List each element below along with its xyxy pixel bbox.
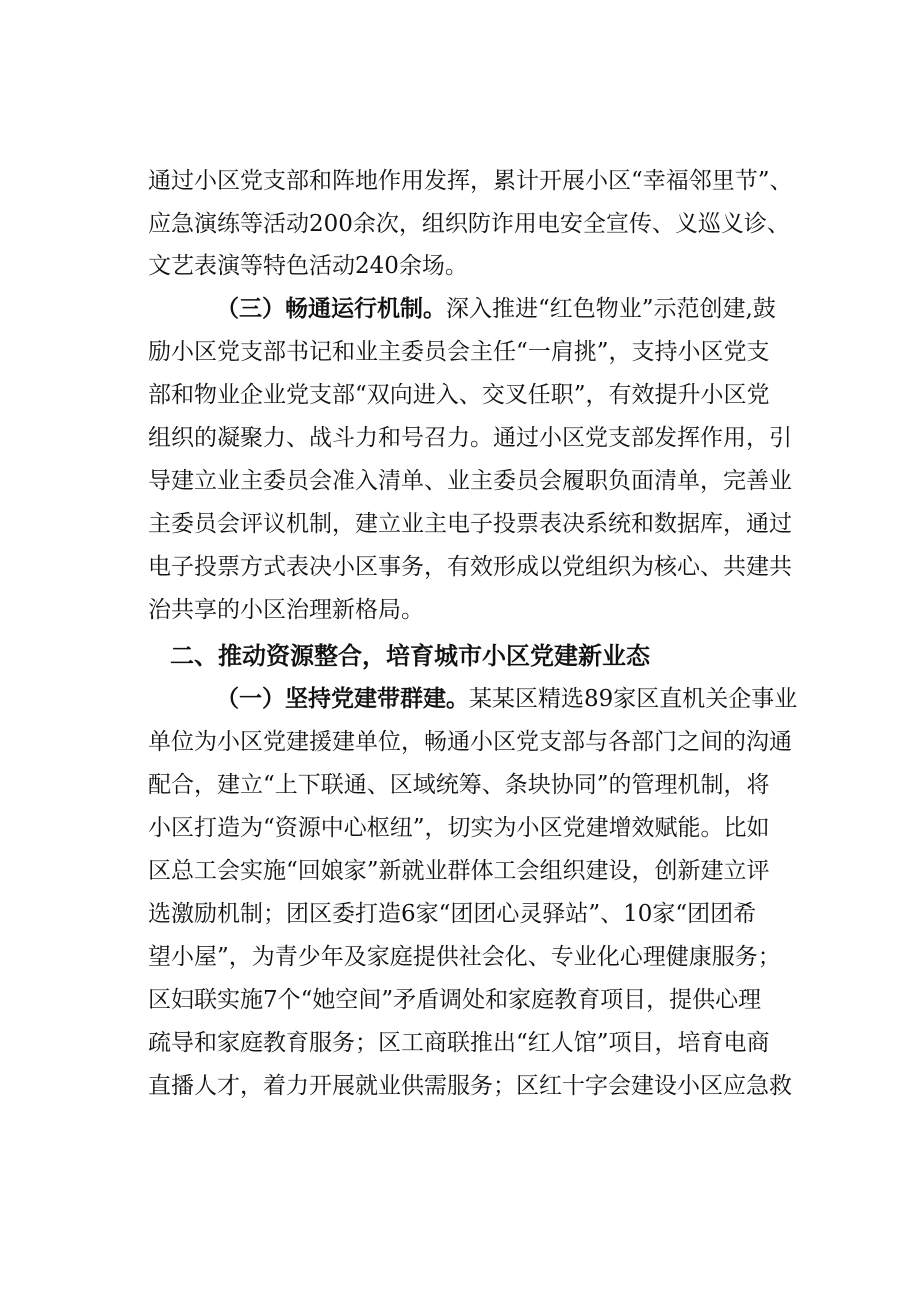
paragraph-line: 部和物业企业党支部“双向进入、交叉任职”，有效提升小区党 xyxy=(148,382,770,408)
section-1-text: 某某区精选89家区直机关企事业 xyxy=(469,686,798,712)
paragraph-line: 望小屋”，为青少年及家庭提供社会化、专业化心理健康服务； xyxy=(148,944,781,970)
paragraph-line: 励小区党支部书记和业主委员会主任“一肩挑”，支持小区党支 xyxy=(148,339,770,365)
paragraph-line: 导建立业主委员会准入清单、业主委员会履职负面清单，完善业 xyxy=(148,468,792,494)
paragraph-line: 治共享的小区治理新格局。 xyxy=(148,597,424,623)
paragraph-line: 疏导和家庭教育服务；区工商联推出“红人馆”项目，培育电商 xyxy=(148,1030,770,1056)
paragraph-line: 区总工会实施“回娘家”新就业群体工会组织建设，创新建立评 xyxy=(148,858,770,884)
section-heading: 二、推动资源整合，培育城市小区党建新业态 xyxy=(170,642,650,670)
paragraph-line: 配合，建立“上下联通、区域统筹、条块协同”的管理机制，将 xyxy=(148,772,770,798)
paragraph-line: 组织的凝聚力、战斗力和号召力。通过小区党支部发挥作用，引 xyxy=(148,425,792,451)
section-3-title: （三）畅通运行机制。 xyxy=(216,295,446,322)
section-1-title: （一）坚持党建带群建。 xyxy=(216,685,469,712)
paragraph-line: 通过小区党支部和阵地作用发挥，累计开展小区“幸福邻里节”、 xyxy=(148,168,793,194)
paragraph-line: 区妇联实施7个“她空间”矛盾调处和家庭教育项目，提供心理 xyxy=(148,987,762,1013)
section-3-first-line xyxy=(216,294,776,324)
paragraph-line: 小区打造为“资源中心枢纽”，切实为小区党建增效赋能。比如 xyxy=(148,815,770,841)
paragraph-line: 单位为小区党建援建单位，畅通小区党支部与各部门之间的沟通 xyxy=(148,729,792,755)
paragraph-line: 主委员会评议机制，建立业主电子投票表决系统和数据库，通过 xyxy=(148,511,792,537)
paragraph-line: 应急演练等活动200余次，组织防诈用电安全宣传、义巡义诊、 xyxy=(148,211,790,237)
paragraph-line: 电子投票方式表决小区事务，有效形成以党组织为核心、共建共 xyxy=(148,554,792,580)
paragraph-line: 选激励机制；团区委打造6家“团团心灵驿站”、10家“团团希 xyxy=(148,901,757,927)
section-3-text: 深入推进“红色物业”示范创建,鼓 xyxy=(446,296,776,322)
section-1-first-line xyxy=(216,684,797,714)
paragraph-line: 文艺表演等特色活动240余场。 xyxy=(148,253,468,279)
paragraph-line: 直播人才，着力开展就业供需服务；区红十字会建设小区应急救 xyxy=(148,1073,792,1099)
